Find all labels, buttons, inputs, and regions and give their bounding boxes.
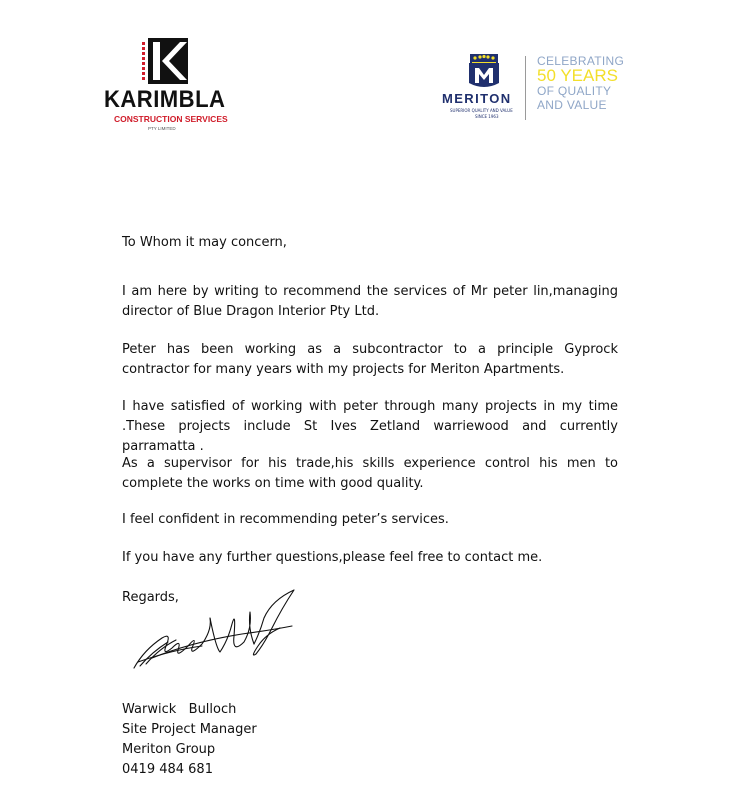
karimbla-suffix: PTY LIMITED	[148, 126, 176, 131]
signatory-name: Warwick Bulloch	[122, 702, 237, 717]
paragraph-experience: Peter has been working as a subcontractor to a principle Gyprock contractor for many years with my projects for Meriton Apartments.	[122, 342, 618, 377]
and-value-text: AND VALUE	[537, 98, 607, 112]
paragraph-projects: I have satisfied of working with peter through many projects in my time .These projects include St Ives Zetland warriewood and currently parramatta .	[122, 399, 618, 454]
meriton-wordmark: MERITON	[442, 91, 512, 106]
celebrating-text: CELEBRATING	[537, 54, 625, 68]
signatory-phone: 0419 484 681	[122, 762, 213, 777]
paragraph-confidence: I feel confident in recommending peter’s services.	[122, 512, 449, 527]
salutation: To Whom it may concern,	[122, 235, 287, 250]
karimbla-k-mark-icon	[140, 38, 190, 86]
signature-block	[122, 700, 257, 780]
karimbla-wordmark: KARIMBLA	[104, 86, 226, 113]
paragraph-recommendation: I am here by writing to recommend the services of Mr peter lin,managing director of Blue Dragon Interior Pty Ltd.	[122, 284, 618, 319]
karimbla-subtitle: CONSTRUCTION SERVICES	[114, 114, 228, 124]
of-quality-text: OF QUALITY	[537, 84, 612, 98]
signoff: Regards,	[122, 590, 179, 605]
paragraph-supervisor: As a supervisor for his trade,his skills experience control his men to complete the works on time with good quality.	[122, 456, 618, 491]
meriton-tagline: SUPERIOR QUALITY AND VALUE	[450, 108, 513, 113]
karimbla-logo	[104, 38, 234, 138]
anniversary-badge	[537, 54, 624, 112]
fifty-years-text: 50 YEARS	[537, 66, 618, 85]
handwritten-signature-icon	[132, 588, 302, 670]
signatory-title: Site Project Manager	[122, 722, 257, 737]
logo-divider	[525, 56, 526, 120]
signatory-company: Meriton Group	[122, 742, 216, 757]
paragraph-contact: If you have any further questions,please feel free to contact me.	[122, 550, 543, 565]
meriton-since: SINCE 1963	[475, 114, 499, 119]
meriton-logo	[440, 48, 630, 128]
meriton-m-shield-icon	[468, 63, 500, 91]
